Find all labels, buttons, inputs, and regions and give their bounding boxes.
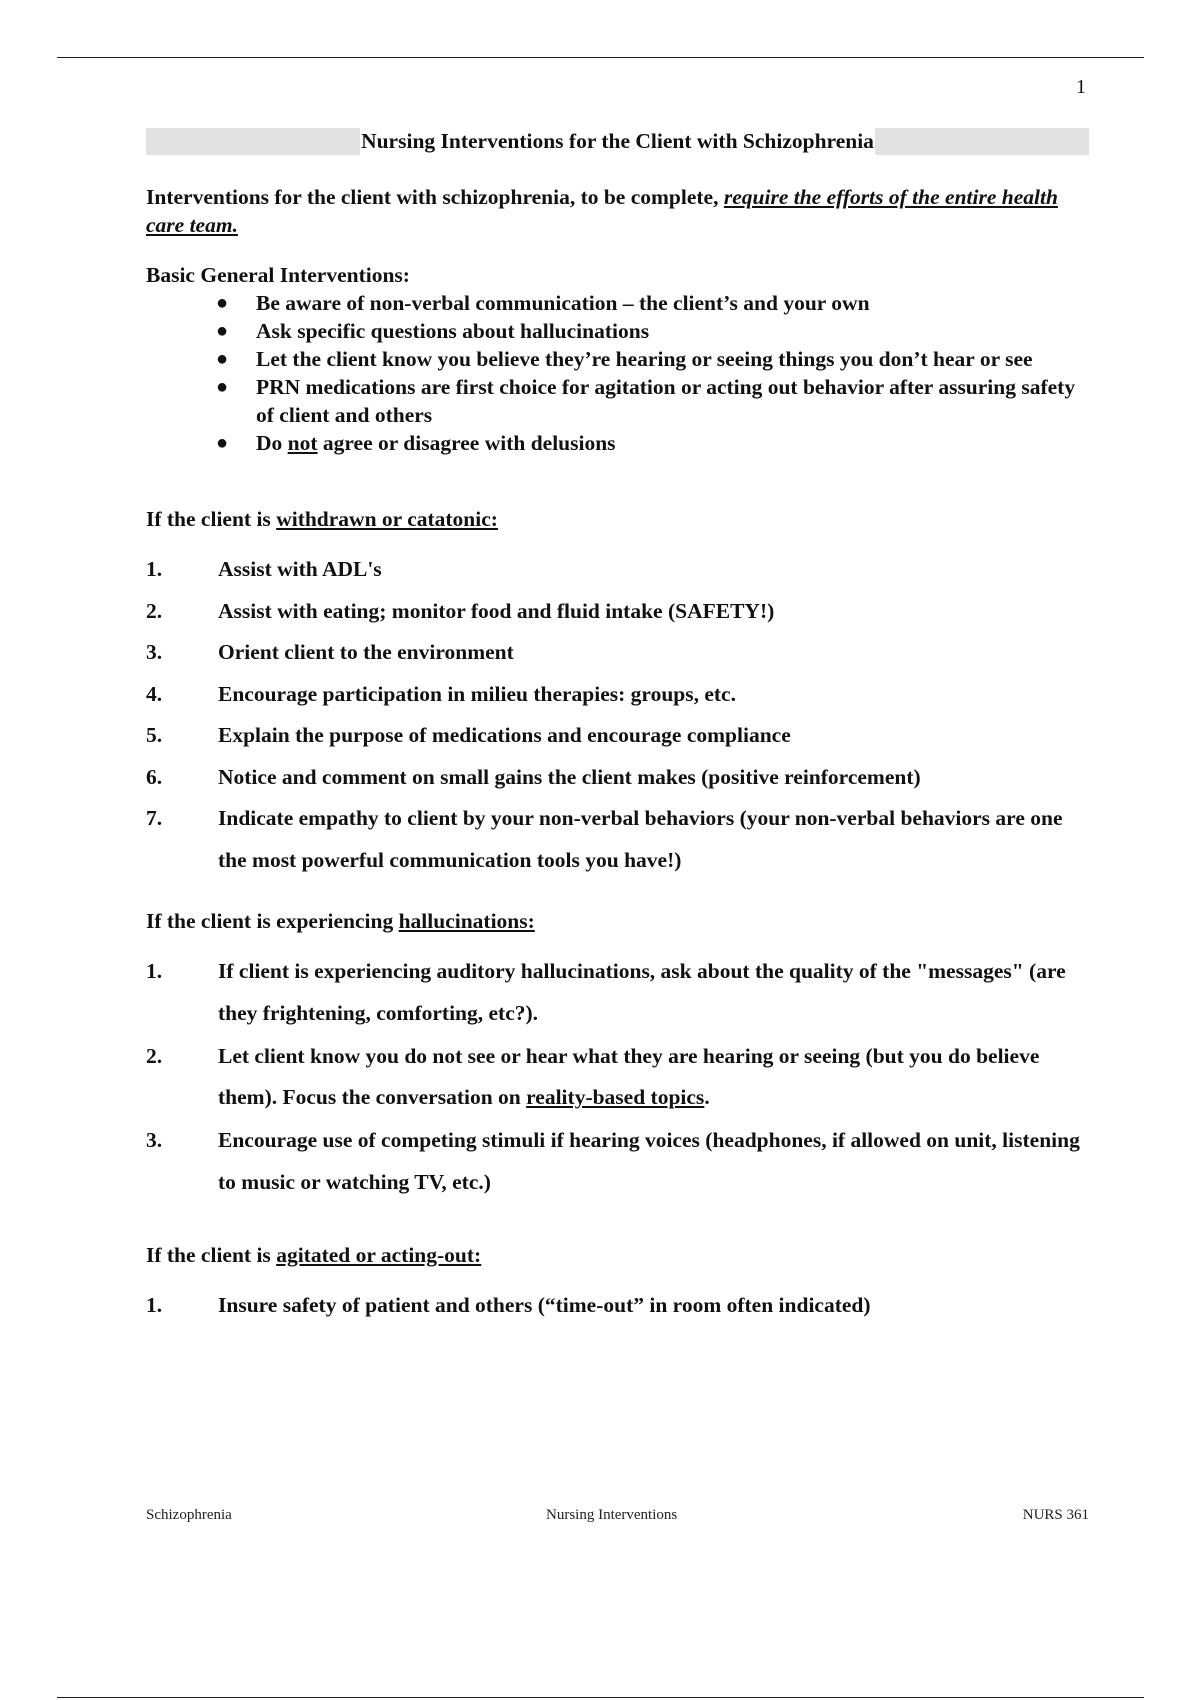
agitated-heading: If the client is agitated or acting-out:: [146, 1243, 482, 1267]
list-item: 1. If client is experiencing auditory hallucinations, ask about the quality of the "messages" (are they frightening, comforting, etc?).: [146, 959, 1066, 1025]
intro-emphasis: require the efforts of the entire health care team.: [146, 185, 1058, 237]
list-item: 2. Assist with eating; monitor food and fluid intake (SAFETY!): [146, 598, 775, 623]
bullet-icon: ●: [216, 376, 229, 398]
reality-based-topics: reality-based topics: [526, 1085, 705, 1109]
bullet-icon: ●: [216, 292, 229, 314]
document-body: [146, 128, 1089, 1327]
underlined-not: not: [287, 431, 318, 455]
withdrawn-heading: If the client is withdrawn or catatonic:: [146, 507, 498, 531]
list-item: 5. Explain the purpose of medications and encourage compliance: [146, 723, 791, 747]
page-number: 1: [1076, 76, 1086, 98]
list-item: 3. Orient client to the environment: [146, 640, 514, 664]
withdrawn-list: [146, 549, 1089, 881]
list-item: ● Be aware of non-verbal communication – the client’s and your own: [216, 291, 870, 315]
intro-text: Interventions for the client with schizophrenia, to be complete,: [146, 185, 724, 209]
bullet-icon: ●: [216, 432, 229, 454]
list-item: 4. Encourage participation in milieu therapies: groups, etc.: [146, 681, 736, 706]
list-item: ● Ask specific questions about hallucinations: [216, 319, 650, 343]
footer-right: NURS 361: [1022, 1507, 1089, 1523]
list-item: 3. Encourage use of competing stimuli if hearing voices (headphones, if allowed on unit, listening to music or watching TV, etc.): [146, 1128, 1080, 1194]
basic-heading: Basic General Interventions:: [146, 263, 410, 287]
title-bar: [146, 128, 1089, 155]
agitated-list: [146, 1285, 1089, 1325]
list-item: 1. Insure safety of patient and others (“time-out” in room often indicated): [146, 1293, 871, 1317]
list-item: 7. Indicate empathy to client by your non-verbal behaviors (your non-verbal behaviors are one the most powerful communication tools you have!): [146, 806, 1063, 872]
basic-list: [146, 289, 1089, 457]
list-item: ● Do not agree or disagree with delusions: [216, 431, 616, 455]
list-item: 1. Assist with ADL's: [146, 557, 382, 581]
footer-left: Schizophrenia: [146, 1507, 232, 1523]
list-item: ● PRN medications are first choice for agitation or acting out behavior after assuring safety of client and others: [216, 375, 1076, 427]
page-title: Nursing Interventions for the Client with Schizophrenia: [361, 129, 874, 153]
list-item: ● Let the client know you believe they’re hearing or seeing things you don’t hear or see: [216, 347, 1033, 371]
intro-paragraph: [146, 183, 1089, 239]
header-rule: [57, 57, 1144, 58]
list-item: 6. Notice and comment on small gains the client makes (positive reinforcement): [146, 764, 921, 789]
bullet-icon: ●: [216, 320, 229, 342]
list-item: 2. Let client know you do not see or hear what they are hearing or seeing (but you do believe them). Focus the conversation on reality-based topics.: [146, 1043, 1040, 1109]
hallucinations-list: [146, 951, 1089, 1203]
hallucinations-heading: If the client is experiencing hallucinations:: [146, 909, 535, 933]
bullet-icon: ●: [216, 348, 229, 370]
footer-rule: [57, 1697, 1144, 1698]
footer-center: Nursing Interventions: [546, 1507, 678, 1523]
